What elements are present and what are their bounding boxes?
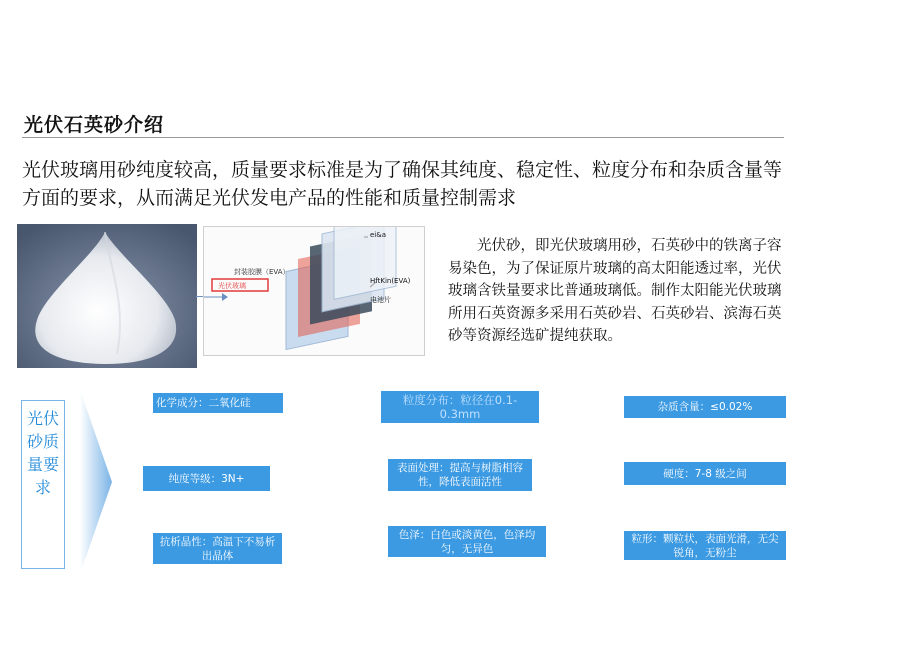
quartz-sand-photo xyxy=(17,224,197,368)
requirement-hardness: 硬度：7-8 级之间 xyxy=(624,462,786,485)
solar-module-diagram xyxy=(203,226,425,356)
heading-line: 量要 xyxy=(26,455,59,474)
title-divider xyxy=(22,137,784,138)
diagram-label-eva: 封装胶膜（EVA） xyxy=(234,268,290,276)
intro-paragraph: 光伏玻璃用砂纯度较高，质量要求标准是为了确保其纯度、稳定性、粒度分布和杂质含量等方面的要求，从而满足光伏发电产品的性能和质量控制需求 xyxy=(22,159,783,209)
heading-line: 光伏 xyxy=(26,409,59,428)
requirements-heading xyxy=(25,407,61,499)
diagram-label-cell: 电池片 xyxy=(370,296,391,304)
chevron-arrow xyxy=(80,390,114,574)
requirement-chemical: 化学成分：二氧化硅 xyxy=(153,393,283,413)
requirements-heading-box xyxy=(21,400,65,569)
requirement-devitrification: 抗析晶性：高温下不易析出晶体 xyxy=(153,533,282,564)
diagram-label-eva-right: HftKin(EVA) xyxy=(370,277,411,285)
requirement-particle-shape: 粒形：颗粒状，表面光滑，无尖锐角，无粉尘 xyxy=(624,531,786,560)
requirement-impurity: 杂质含量：≤0.02% xyxy=(624,396,786,418)
requirement-surface: 表面处理：提高与树脂相容性，降低表面活性 xyxy=(388,459,532,491)
requirement-color: 色泽：白色或淡黄色，色泽均匀，无异色 xyxy=(388,526,546,557)
requirement-particle-size: 粒度分布：粒径在0.1-0.3mm xyxy=(381,391,539,423)
heading-line: 求 xyxy=(34,478,51,497)
page-title: 光伏石英砂介绍 xyxy=(24,114,165,136)
description-paragraph: 光伏砂，即光伏玻璃用砂，石英砂中的铁离子容易染色，为了保证原片玻璃的高太阳能透过率，光伏玻璃含铁量要求比普通玻璃低。制作太阳能光伏玻璃所用石英资源多采用石英砂岩、石英砂岩、滨海石英砂等资源经选矿提纯获取。 xyxy=(448,238,782,344)
diagram-label-top: ei&a xyxy=(370,231,386,239)
heading-line: 砂质 xyxy=(26,432,59,451)
requirement-purity: 纯度等级：3N+ xyxy=(143,466,270,491)
diagram-label-glass: 光伏玻璃 xyxy=(218,282,246,290)
